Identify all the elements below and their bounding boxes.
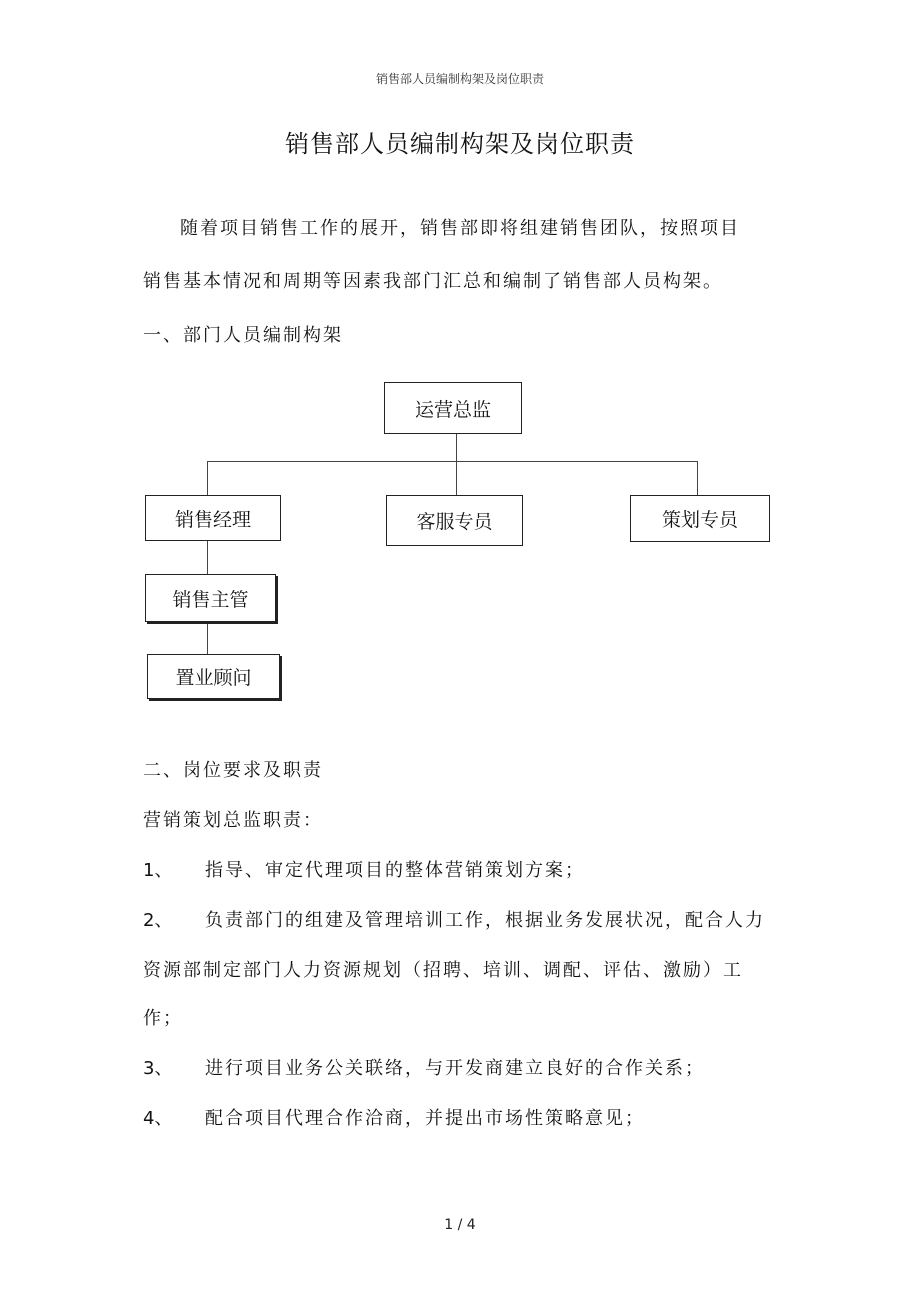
connector-horizontal: [207, 461, 697, 462]
org-box-sales-supervisor: 销售主管: [145, 574, 276, 622]
section-heading-structure: 一、部门人员编制构架: [143, 325, 343, 346]
connector-manager-supervisor: [207, 540, 208, 574]
connector-right: [697, 461, 698, 495]
org-box-sales-manager: 销售经理: [145, 495, 281, 541]
connector-left: [207, 461, 208, 495]
item-text-2-line-3: 作；: [143, 1008, 183, 1029]
org-box-operations-director: 运营总监: [384, 382, 522, 434]
connector-top: [456, 433, 457, 461]
org-box-customer-service: 客服专员: [386, 495, 523, 546]
running-header: 销售部人员编制构架及岗位职责: [375, 72, 544, 86]
intro-paragraph-line-1: 随着项目销售工作的展开，销售部即将组建销售团队，按照项目: [180, 218, 740, 239]
connector-middle: [456, 461, 457, 495]
org-box-property-consultant: 置业顾问: [147, 654, 280, 699]
intro-paragraph-line-2: 销售基本情况和周期等因素我部门汇总和编制了销售部人员构架。: [143, 271, 723, 292]
page-number: 1 / 4: [444, 1217, 476, 1233]
item-text-3: 进行项目业务公关联络，与开发商建立良好的合作关系；: [205, 1058, 705, 1079]
role-heading: 营销策划总监职责：: [143, 810, 323, 831]
item-number-1: 1、: [143, 860, 173, 881]
item-number-3: 3、: [143, 1058, 173, 1079]
connector-supervisor-consultant: [207, 621, 208, 654]
item-text-1: 指导、审定代理项目的整体营销策划方案；: [205, 860, 585, 881]
section-heading-duties: 二、岗位要求及职责: [143, 760, 323, 781]
org-box-planning: 策划专员: [630, 495, 770, 542]
item-text-4: 配合项目代理合作洽商，并提出市场性策略意见；: [205, 1108, 645, 1129]
item-text-2-line-1: 负责部门的组建及管理培训工作，根据业务发展状况，配合人力: [205, 910, 765, 931]
document-title: 销售部人员编制构架及岗位职责: [285, 130, 635, 158]
item-number-2: 2、: [143, 910, 173, 931]
item-text-2-line-2: 资源部制定部门人力资源规划（招聘、培训、调配、评估、激励）工: [143, 960, 743, 981]
item-number-4: 4、: [143, 1108, 173, 1129]
